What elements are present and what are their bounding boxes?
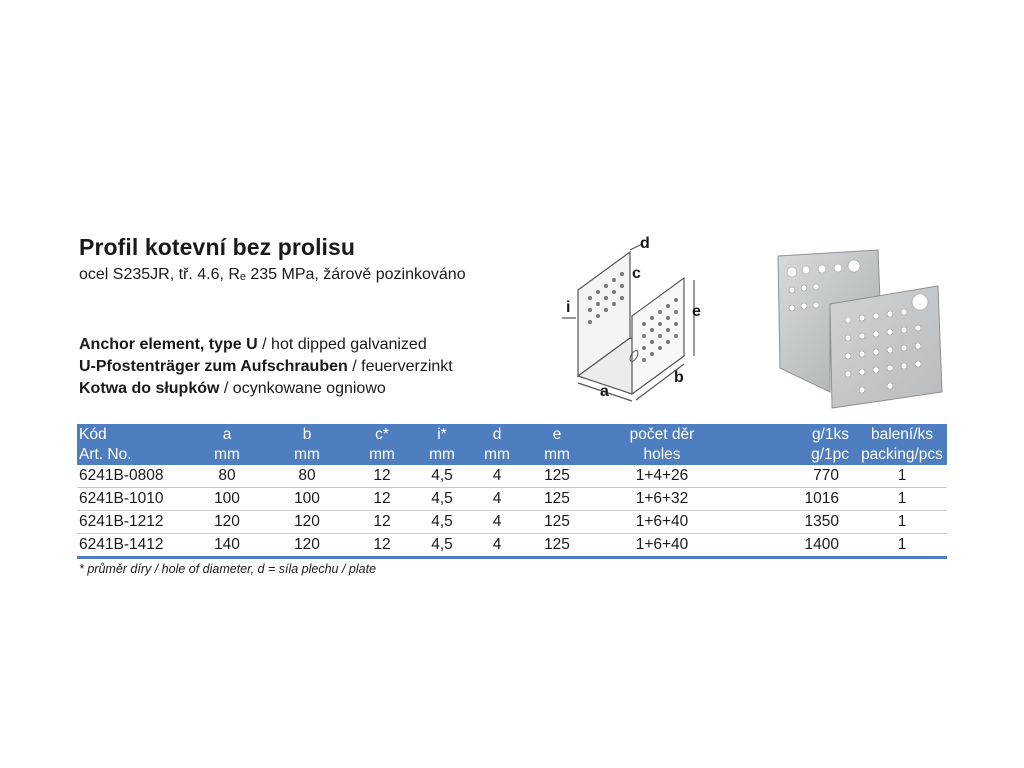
header-art-no: Art. No. xyxy=(77,445,187,465)
dim-label-b: b xyxy=(674,369,684,386)
cell-e: 125 xyxy=(527,465,587,488)
cell-i: 4,5 xyxy=(417,465,467,488)
cell-weight: 1350 xyxy=(737,511,857,534)
cell-d: 4 xyxy=(467,488,527,511)
dim-label-c: c xyxy=(632,265,641,282)
cell-d: 4 xyxy=(467,465,527,488)
description-en xyxy=(79,334,427,356)
dim-label-d: d xyxy=(640,235,650,252)
cell-code: 6241B-1212 xyxy=(77,511,187,534)
description-pl xyxy=(79,378,386,400)
table-row xyxy=(77,534,947,558)
header-code: Kód xyxy=(77,424,187,445)
cell-code: 6241B-1412 xyxy=(77,534,187,558)
cell-a: 140 xyxy=(187,534,267,558)
dim-label-a: a xyxy=(600,383,609,400)
cell-b: 120 xyxy=(267,534,347,558)
cell-e: 125 xyxy=(527,488,587,511)
material-spec: ocel S235JR, tř. 4.6, Rₑ 235 MPa, žárově pozinkováno xyxy=(79,266,466,283)
header-e: e xyxy=(527,424,587,445)
footnote: * průměr díry / hole of diameter, d = síla plechu / plate xyxy=(79,562,377,576)
header-c: c* xyxy=(347,424,417,445)
cell-c: 12 xyxy=(347,465,417,488)
cell-weight: 770 xyxy=(737,465,857,488)
cell-packing: 1 xyxy=(857,488,947,511)
cell-a: 120 xyxy=(187,511,267,534)
cell-weight: 1400 xyxy=(737,534,857,558)
description-de xyxy=(79,356,453,378)
cell-d: 4 xyxy=(467,534,527,558)
cell-holes: 1+6+40 xyxy=(587,534,737,558)
header-d: d xyxy=(467,424,527,445)
cell-packing: 1 xyxy=(857,465,947,488)
product-photo xyxy=(770,242,950,410)
cell-holes: 1+6+32 xyxy=(587,488,737,511)
cell-holes: 1+4+26 xyxy=(587,465,737,488)
dim-label-i: i xyxy=(566,299,571,316)
header-holes: počet děr xyxy=(587,424,737,445)
cell-i: 4,5 xyxy=(417,488,467,511)
header-weight-en: g/1pc xyxy=(737,445,857,465)
header-packing-en: packing/pcs xyxy=(857,445,947,465)
cell-b: 100 xyxy=(267,488,347,511)
header-a: a xyxy=(187,424,267,445)
description-en-rest: / hot dipped galvanized xyxy=(257,336,427,353)
table-header-row xyxy=(77,424,947,445)
header-unit-d: mm xyxy=(467,445,527,465)
header-unit-a: mm xyxy=(187,445,267,465)
cell-i: 4,5 xyxy=(417,534,467,558)
header-unit-c: mm xyxy=(347,445,417,465)
cell-b: 80 xyxy=(267,465,347,488)
header-b: b xyxy=(267,424,347,445)
cell-a: 100 xyxy=(187,488,267,511)
description-pl-bold: Kotwa do słupków xyxy=(79,380,220,397)
cell-code: 6241B-0808 xyxy=(77,465,187,488)
table-header-row xyxy=(77,445,947,465)
specification-table xyxy=(77,424,947,559)
description-de-rest: / feuerverzinkt xyxy=(347,358,453,375)
cell-c: 12 xyxy=(347,534,417,558)
cell-weight: 1016 xyxy=(737,488,857,511)
cell-c: 12 xyxy=(347,511,417,534)
header-unit-i: mm xyxy=(417,445,467,465)
cell-packing: 1 xyxy=(857,511,947,534)
description-pl-rest: / ocynkowane ogniowo xyxy=(219,380,386,397)
header-weight: g/1ks xyxy=(737,424,857,445)
cell-holes: 1+6+40 xyxy=(587,511,737,534)
table-row xyxy=(77,511,947,534)
cell-code: 6241B-1010 xyxy=(77,488,187,511)
table-row xyxy=(77,488,947,511)
table-row xyxy=(77,465,947,488)
cell-b: 120 xyxy=(267,511,347,534)
header-i: i* xyxy=(417,424,467,445)
cell-c: 12 xyxy=(347,488,417,511)
cell-d: 4 xyxy=(467,511,527,534)
header-unit-e: mm xyxy=(527,445,587,465)
description-de-bold: U-Pfostenträger zum Aufschrauben xyxy=(79,358,348,375)
header-packing: balení/ks xyxy=(857,424,947,445)
cell-i: 4,5 xyxy=(417,511,467,534)
header-holes-en: holes xyxy=(587,445,737,465)
description-en-bold: Anchor element, type U xyxy=(79,336,258,353)
dimension-diagram xyxy=(556,228,726,408)
dim-label-e: e xyxy=(692,303,701,320)
product-title: Profil kotevní bez prolisu xyxy=(79,234,356,260)
cell-e: 125 xyxy=(527,534,587,558)
cell-a: 80 xyxy=(187,465,267,488)
cell-packing: 1 xyxy=(857,534,947,558)
cell-e: 125 xyxy=(527,511,587,534)
header-unit-b: mm xyxy=(267,445,347,465)
